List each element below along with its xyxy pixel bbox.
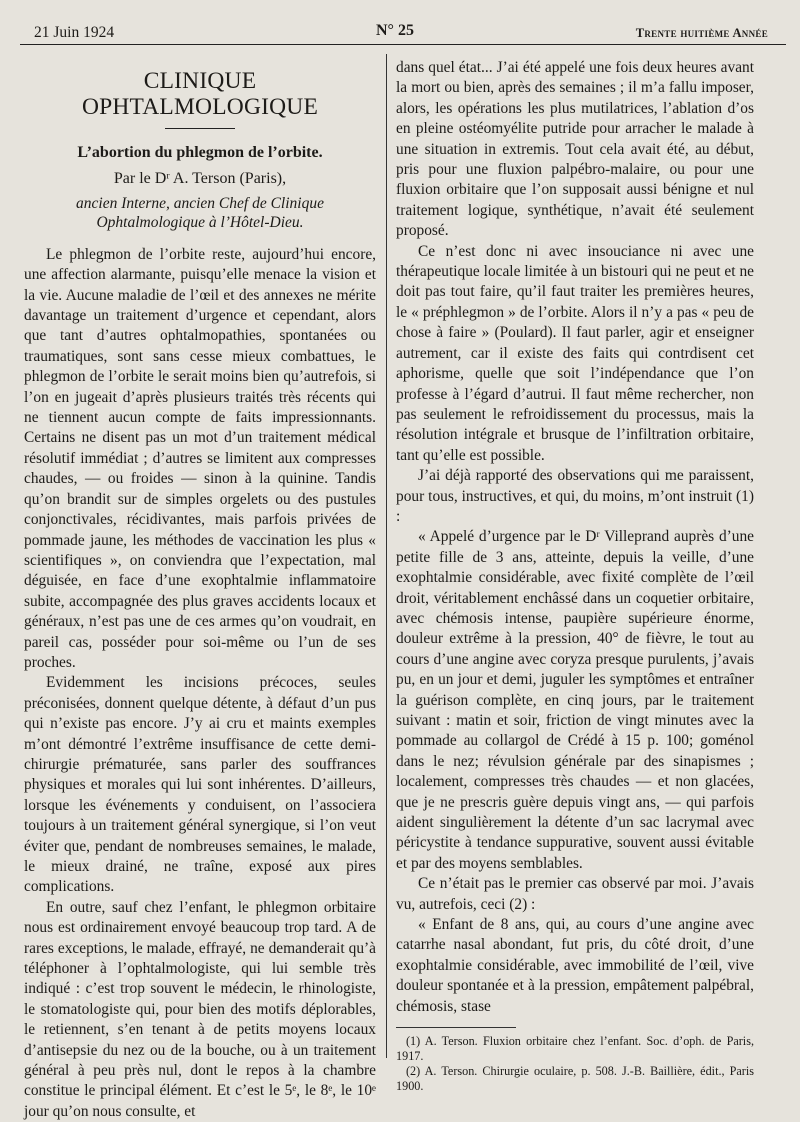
page-header (34, 18, 768, 44)
issue-number: N° 25 (376, 22, 414, 39)
article-title: L’abortion du phlegmon de l’orbite. (77, 144, 323, 161)
title-rule (165, 128, 235, 129)
paragraph: En outre, sauf chez l’enfant, le phlegmon orbitaire nous est ordinairement envoyé beaucoup trop tard. A de rares exceptions, le malade, effrayé, ne demanderait qu’à téléphoner à l’ophtalmologiste, qui lui semble très indiqué : c’est trop souvent le médecin, le rhinologiste, le stomatologiste qui, pour bien des motifs déplorables, le retiennent, s’en tenant à de petits moyens locaux d’antisepsie du nez ou de la bouche, ou à un traitement général à peu près nul, dont le repos à la chambre constitue le principal élément. Et c’est le 5ᵉ, le 8ᵉ, le 10ᵉ jour qu’on nous consulte, et (24, 898, 376, 1120)
footnote-1: (1) A. Terson. Fluxion orbitaire chez l’enfant. Soc. d’oph. de Paris, 1917. (396, 1034, 754, 1064)
section-title: CLINIQUE OPHTALMOLOGIQUE (81, 68, 319, 120)
header-rule (20, 44, 786, 45)
author-line: Par le Dʳ A. Terson (Paris), (113, 170, 287, 188)
quotation: « Enfant de 8 ans, qui, au cours d’une angine avec catarrhe nasal abondant, fut pris, du côté droit, d’une exophtalmie considérable, avec immobilité de l’œil, vive douleur spontanée et à la pression, empâtement palpébral, chémosis, stase (396, 916, 754, 1015)
paragraph: J’ai déjà rapporté des observations qui me paraissent, pour tous, instructives, et qui, du moins, m’ont instruit (1) : (396, 467, 754, 525)
footnote-rule (396, 1027, 516, 1028)
left-column (24, 58, 376, 1122)
paragraph: Ce n’est donc ni avec insouciance ni avec une thérapeutique locale limitée à un bistouri qui ne peut et ne doit pas tout faire, qu’il faut traiter les premières heures, le « préphlegmon » de l’orbite. Alors il n’y a pas « peu de chose à faire » (Poulard). Il faut parler, agir et enseigner autrement, car il existe des faits qui contrdisent cet aphorisme, quelle que soit l’indépendance que l’on professe à l’égard d’autrui. Il faut même rechercher, non pas seulement le refroidissement du processus, mais la résolution intégrale et brusque de l’infiltration orbitaire, tant qu’elle est possible. (396, 242, 754, 464)
volume-year: Trente huitième Année (635, 26, 768, 40)
paragraph: Le phlegmon de l’orbite reste, aujourd’hui encore, une affection alarmante, puisqu’elle menace la vision et la vie. Aucune maladie de l’œil et des annexes ne mérite davantage un traitement d’urgence et cependant, alors que tant d’autres ophtalmopathies, spontanées ou traumatiques, sont sans cesse mieux combattues, le phlegmon de l’orbite le serait moins bien qu’autrefois, si l’on en jugeait d’après plusieurs traités très récents qui ne tiennent aucun compte de faits impressionnants. Certains ne disent pas un mot d’un traitement médical résolutif immédiat ; d’autres se limitent aux compresses chaudes, — ou froides — sinon à la quinine. Tandis qu’on brandit sur de simples orgelets ou des pustules conjonctivales, récidivantes, mais parfois privées de pommade jaune, les méthodes de vaccination les plus « scientifiques », on conviendra que l’expectation, mal déguisée, en face d’une exophtalmie inflammatoire subite, accompagnée des plus graves accidents locaux et généraux, n’est pas une de ces armes qu’on voudrait, en pareil cas, posséder pour soi-même ou l’un de ses proches. (24, 245, 376, 671)
issue-date: 21 Juin 1924 (34, 24, 115, 41)
paragraph: Ce n’était pas le premier cas observé par moi. J’avais vu, autrefois, ceci (2) : (396, 875, 754, 913)
paragraph: dans quel état... J’ai été appelé une fois deux heures avant la mort ou bien, après des semaines ; il m’a fallu imposer, alors, les opérations les plus mutilatrices, l’ablation d’os en pleine ostéomyélite putride pour arracher le malade à une situation in extremis. Tout cela avait été, au début, pris pour une fluxion palpébro-malaire, ou pour une fluxion orbitaire que l’on supposait aussi bénigne et nul traitement logique, synthétique, n’avait été seulement proposé. (396, 59, 754, 240)
author-credentials: ancien Interne, ancien Chef de Clinique Ophtalmologique à l’Hôtel-Dieu. (76, 194, 324, 232)
paragraph: Evidemment les incisions précoces, seules préconisées, donnent quelque détente, à défaut d’un pus qui n’existe pas encore. J’y ai cru et maints exemples m’ont démontré l’extrême insuffisance de cette demi-chirurgie prématurée, sans parler des souffrances physiques et morales qui lui sont inhérentes. D’ailleurs, lorsque les événements y conduisent, on l’associera toujours à un traitement général synergique, si l’on veut éviter que, pendant de nombreuses semaines, le malade, le mieux drainé, ne traîne, exposé aux pires complications. (24, 674, 376, 896)
column-divider (386, 54, 387, 1058)
footnote-2: (2) A. Terson. Chirurgie oculaire, p. 508. J.-B. Baillière, édit., Paris 1900. (396, 1064, 754, 1094)
quotation: « Appelé d’urgence par le Dʳ Villeprand auprès d’une petite fille de 3 ans, atteinte, depuis la veille, d’une exophtalmie considérable, avec fixité complète de l’œil droit, véritablement enchâssé dans un coquetier orbitaire, avec chémosis intense, paupière supérieure énorme, douleur extrême à la pression, 40° de fièvre, le tout au cours d’une angine avec coryza presque purulents, j’avais pu, en un jour et demi, juguler les symptômes et entraîner la guérison complète, en cinq jours, par le traitement suivant : matin et soir, friction de vingt minutes avec la pommade au collargol de Crédé à 15 p. 100; goménol dans le nez; révulsion générale par des sinapismes ; localement, compresses très chaudes — et non glacées, que je ne prescris guère depuis vingt ans, — qui parfois aident singulièrement la détente d’un sac lacrymal avec péricystite à tendance suppurative, souvent aussi évitable et par des moyens semblables. (396, 528, 754, 872)
right-column (396, 58, 754, 1094)
